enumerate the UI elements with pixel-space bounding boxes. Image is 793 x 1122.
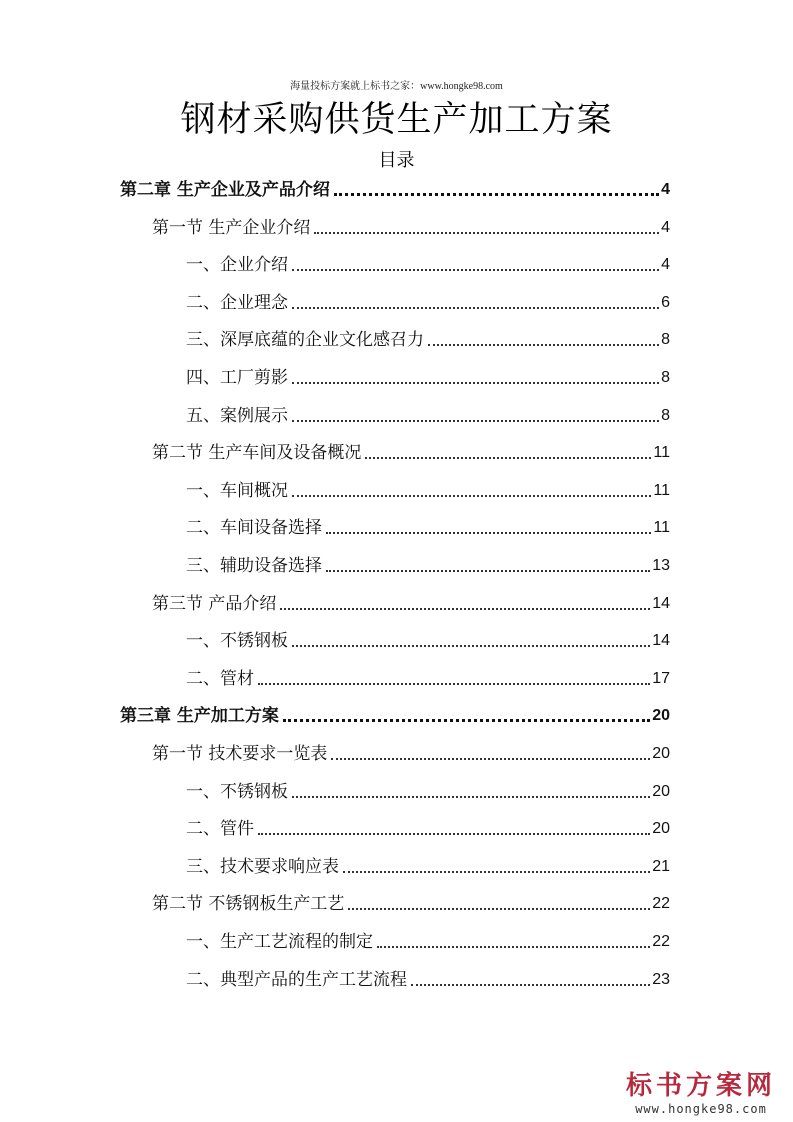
- toc-entry-title: 二、典型产品的生产工艺流程: [186, 969, 407, 990]
- toc-entry[interactable]: [152, 438, 670, 464]
- toc-entry-page: 4: [661, 256, 670, 274]
- toc-entry-page: 11: [653, 519, 670, 537]
- toc-leader-dots: [334, 193, 659, 196]
- brand-name: 标书方案网: [625, 1071, 776, 1101]
- toc-entry[interactable]: [152, 739, 670, 765]
- toc-entry-title: 一、不锈钢板: [186, 781, 288, 802]
- document-title: 钢材采购供货生产加工方案: [180, 100, 613, 140]
- toc-entry-page: 11: [653, 444, 670, 462]
- toc-entry-page: 22: [652, 933, 670, 950]
- toc-entry[interactable]: [186, 551, 670, 577]
- toc-entry-page: 14: [652, 594, 670, 612]
- toc-leader-dots: [428, 344, 659, 346]
- toc-entry-title: 第一节 技术要求一览表: [152, 744, 328, 764]
- brand-url: www.hongke98.com: [635, 1102, 767, 1116]
- toc-entry[interactable]: [152, 213, 670, 239]
- toc-leader-dots: [348, 908, 650, 910]
- toc-leader-dots: [292, 420, 659, 422]
- toc-entry-title: 一、不锈钢板: [186, 631, 288, 652]
- toc-leader-dots: [343, 871, 650, 873]
- toc-entry-title: 五、案例展示: [186, 405, 288, 426]
- toc-entry[interactable]: [186, 777, 670, 803]
- toc-entry-page: 14: [652, 632, 670, 650]
- toc-entry-page: 23: [652, 970, 670, 988]
- toc-entry-title: 第三节 产品介绍: [152, 593, 277, 614]
- toc-entry[interactable]: [186, 250, 670, 276]
- toc-entry-title: 二、车间设备选择: [186, 518, 322, 539]
- toc-entry-page: 17: [652, 669, 670, 687]
- toc-entry-title: 二、管材: [186, 668, 254, 689]
- toc-leader-dots: [292, 645, 650, 647]
- toc-entry[interactable]: [186, 965, 670, 991]
- toc-entry-page: 4: [661, 181, 670, 198]
- toc-entry[interactable]: [186, 814, 670, 840]
- toc-entry-title: 一、生产工艺流程的制定: [186, 932, 373, 952]
- toc-leader-dots: [258, 833, 650, 835]
- toc-entry[interactable]: [186, 288, 670, 314]
- toc-leader-dots: [292, 307, 659, 309]
- toc-entry[interactable]: [186, 476, 670, 502]
- toc-leader-dots: [280, 608, 650, 610]
- toc-entry-page: 20: [652, 820, 670, 838]
- toc-entry-page: 20: [652, 782, 670, 800]
- toc-entry[interactable]: [186, 664, 670, 690]
- brand-watermark: [621, 1065, 781, 1116]
- toc-entry[interactable]: [186, 401, 670, 427]
- toc-entry[interactable]: [186, 513, 670, 539]
- toc-entry-title: 第二节 生产车间及设备概况: [152, 443, 362, 464]
- toc-entry-page: 8: [661, 331, 670, 349]
- toc-leader-dots: [292, 382, 659, 384]
- toc-heading: 目录: [378, 150, 415, 171]
- toc-entry-page: 21: [652, 857, 670, 875]
- toc-entry-title: 第二节 不锈钢板生产工艺: [152, 894, 345, 915]
- toc-entry-page: 22: [652, 895, 670, 913]
- toc-leader-dots: [326, 570, 650, 572]
- toc-leader-dots: [365, 457, 651, 459]
- toc-leader-dots: [292, 269, 659, 271]
- toc-leader-dots: [326, 532, 651, 534]
- header-note: 海量投标方案就上标书之家：www.hongke98.com: [290, 81, 503, 92]
- toc-entry-title: 一、企业介绍: [186, 255, 288, 276]
- toc-entry-title: 一、车间概况: [186, 480, 288, 501]
- toc-entry-page: 6: [661, 293, 670, 311]
- toc-entry-title: 第三章 生产加工方案: [120, 706, 279, 727]
- toc-entry-page: 13: [652, 557, 670, 574]
- toc-entry[interactable]: [152, 589, 670, 615]
- toc-entry-page: 8: [661, 369, 670, 386]
- toc-leader-dots: [314, 232, 659, 234]
- toc-entry-page: 4: [661, 218, 670, 236]
- toc-leader-dots: [292, 495, 651, 497]
- toc-entry-page: 8: [661, 406, 670, 424]
- toc-leader-dots: [283, 719, 650, 722]
- toc-entry-title: 三、深厚底蕴的企业文化感召力: [186, 330, 424, 351]
- toc-entry-page: 20: [652, 707, 670, 725]
- toc-leader-dots: [292, 796, 650, 798]
- toc-entry-title: 三、辅助设备选择: [186, 556, 322, 576]
- toc-leader-dots: [258, 683, 650, 685]
- toc-entry[interactable]: [186, 363, 670, 389]
- toc-entry-title: 三、技术要求响应表: [186, 856, 339, 877]
- toc-entry[interactable]: [186, 852, 670, 878]
- toc-entry-title: 二、管件: [186, 819, 254, 840]
- toc-entry[interactable]: [186, 927, 670, 953]
- toc-entry-title: 第一节 生产企业介绍: [152, 217, 311, 238]
- toc-entry-title: 第二章 生产企业及产品介绍: [120, 180, 330, 200]
- toc-leader-dots: [411, 984, 650, 986]
- toc-entry-page: 11: [653, 481, 670, 499]
- toc-entry[interactable]: [186, 626, 670, 652]
- toc-entry-title: 二、企业理念: [186, 292, 288, 313]
- toc-entry[interactable]: [152, 889, 670, 915]
- toc-leader-dots: [377, 946, 650, 948]
- toc-entry-title: 四、工厂剪影: [186, 368, 288, 388]
- toc-entry[interactable]: [120, 701, 670, 727]
- toc-entry-page: 20: [652, 745, 670, 762]
- toc-entry[interactable]: [186, 325, 670, 351]
- toc-leader-dots: [331, 758, 650, 760]
- toc-entry[interactable]: [120, 175, 670, 201]
